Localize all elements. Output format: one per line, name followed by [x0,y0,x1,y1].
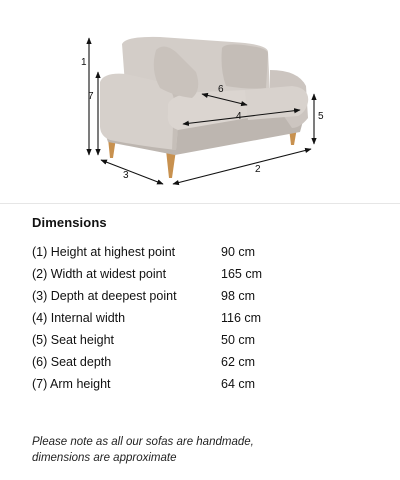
spec-row [32,241,372,263]
note-line-1: Please note as all our sofas are handmade, [32,436,254,448]
spec-row [32,307,372,329]
dim-label-3: 3 [123,170,129,181]
spec-row [32,373,372,395]
spec-label: (2) Width at widest point [32,267,167,281]
dim-label-5: 5 [318,111,324,122]
spec-label: (6) Seat depth [32,355,112,369]
spec-row [32,329,372,351]
sofa-body [100,37,308,155]
sofa-illustration [0,0,400,200]
spec-value: 165 cm [221,267,262,281]
spec-label: (7) Arm height [32,377,111,391]
spec-value: 62 cm [221,355,256,369]
spec-label: (5) Seat height [32,333,114,347]
dim-label-1: 1 [81,57,87,68]
handmade-note [32,434,372,466]
spec-label: (4) Internal width [32,311,126,325]
spec-row [32,351,372,373]
spec-label: (3) Depth at deepest point [32,289,177,303]
dimension-list [32,241,372,395]
section-title: Dimensions [32,215,107,230]
note-line-2: dimensions are approximate [32,452,177,464]
dim-label-6: 6 [218,84,224,95]
spec-value: 98 cm [221,289,256,303]
spec-value: 90 cm [221,245,256,259]
spec-value: 64 cm [221,377,256,391]
sofa-dimension-diagram [0,0,400,200]
section-divider [0,203,400,204]
dim-line-2 [173,149,311,184]
dim-label-2: 2 [255,164,261,175]
dim-line-3 [101,160,163,184]
spec-value: 116 cm [221,311,262,325]
spec-label: (1) Height at highest point [32,245,176,259]
dim-label-4: 4 [236,111,242,122]
spec-value: 50 cm [221,333,256,347]
spec-row [32,263,372,285]
dim-label-7: 7 [88,91,94,102]
spec-row [32,285,372,307]
